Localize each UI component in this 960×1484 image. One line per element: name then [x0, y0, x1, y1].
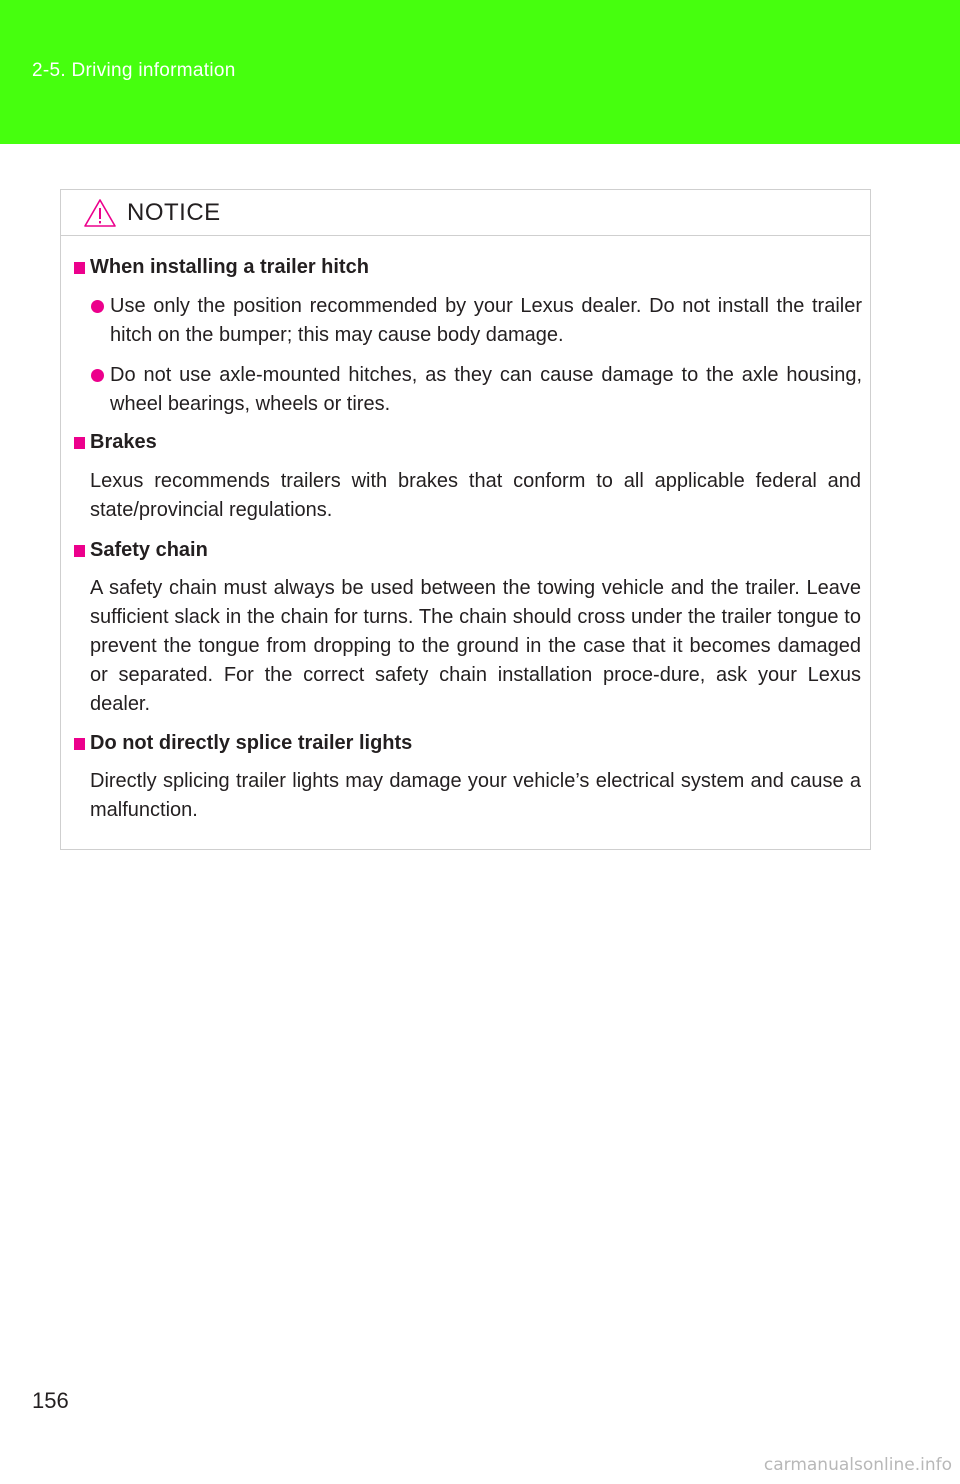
round-bullet-icon	[91, 369, 104, 382]
notice-box	[60, 189, 871, 850]
square-bullet-icon	[74, 738, 85, 750]
bullet-text: Do not use axle-mounted hitches, as they can cause damage to the axle housing, wheel bearings, wheels or tires.	[110, 364, 862, 415]
heading-text: Brakes	[90, 431, 157, 453]
round-bullet-icon	[91, 300, 104, 313]
bullet-item	[91, 292, 862, 350]
section-label: 2-5. Driving information	[32, 60, 236, 81]
watermark: carmanualsonline.info	[763, 1455, 952, 1475]
square-bullet-icon	[74, 262, 85, 274]
section-heading-brakes	[74, 431, 157, 454]
heading-text: Safety chain	[90, 539, 208, 561]
square-bullet-icon	[74, 545, 85, 557]
notice-title: NOTICE	[127, 199, 221, 226]
section-heading-trailer-hitch	[74, 256, 369, 279]
square-bullet-icon	[74, 437, 85, 449]
heading-text: When installing a trailer hitch	[90, 256, 369, 278]
notice-header	[61, 190, 870, 236]
page-number: 156	[32, 1388, 69, 1413]
heading-text: Do not directly splice trailer lights	[90, 732, 413, 754]
bullet-text: Use only the position recommended by your Lexus dealer. Do not install the trailer hitch on the bumper; this may cause body damage.	[110, 295, 862, 346]
brakes-text: Lexus recommends trailers with brakes that conform to all applicable federal and state/provincial regulations.	[90, 470, 861, 521]
splice-lights-text: Directly splicing trailer lights may damage your vehicle’s electrical system and cause a malfunction.	[90, 770, 861, 821]
section-heading-splice-lights	[74, 732, 412, 755]
safety-chain-text: A safety chain must always be used between the towing vehicle and the trailer. Leave sufficient slack in the chain for turns. The chain should cross under the trailer tongue to prevent the tongue from dropping to the ground in the case that it becomes damaged or separated. For the correct safety chain installation proce-dure, ask your Lexus dealer.	[90, 577, 861, 715]
bullet-item	[91, 361, 862, 419]
warning-triangle-icon	[83, 198, 117, 228]
header-band	[0, 0, 960, 144]
section-heading-safety-chain	[74, 539, 208, 562]
